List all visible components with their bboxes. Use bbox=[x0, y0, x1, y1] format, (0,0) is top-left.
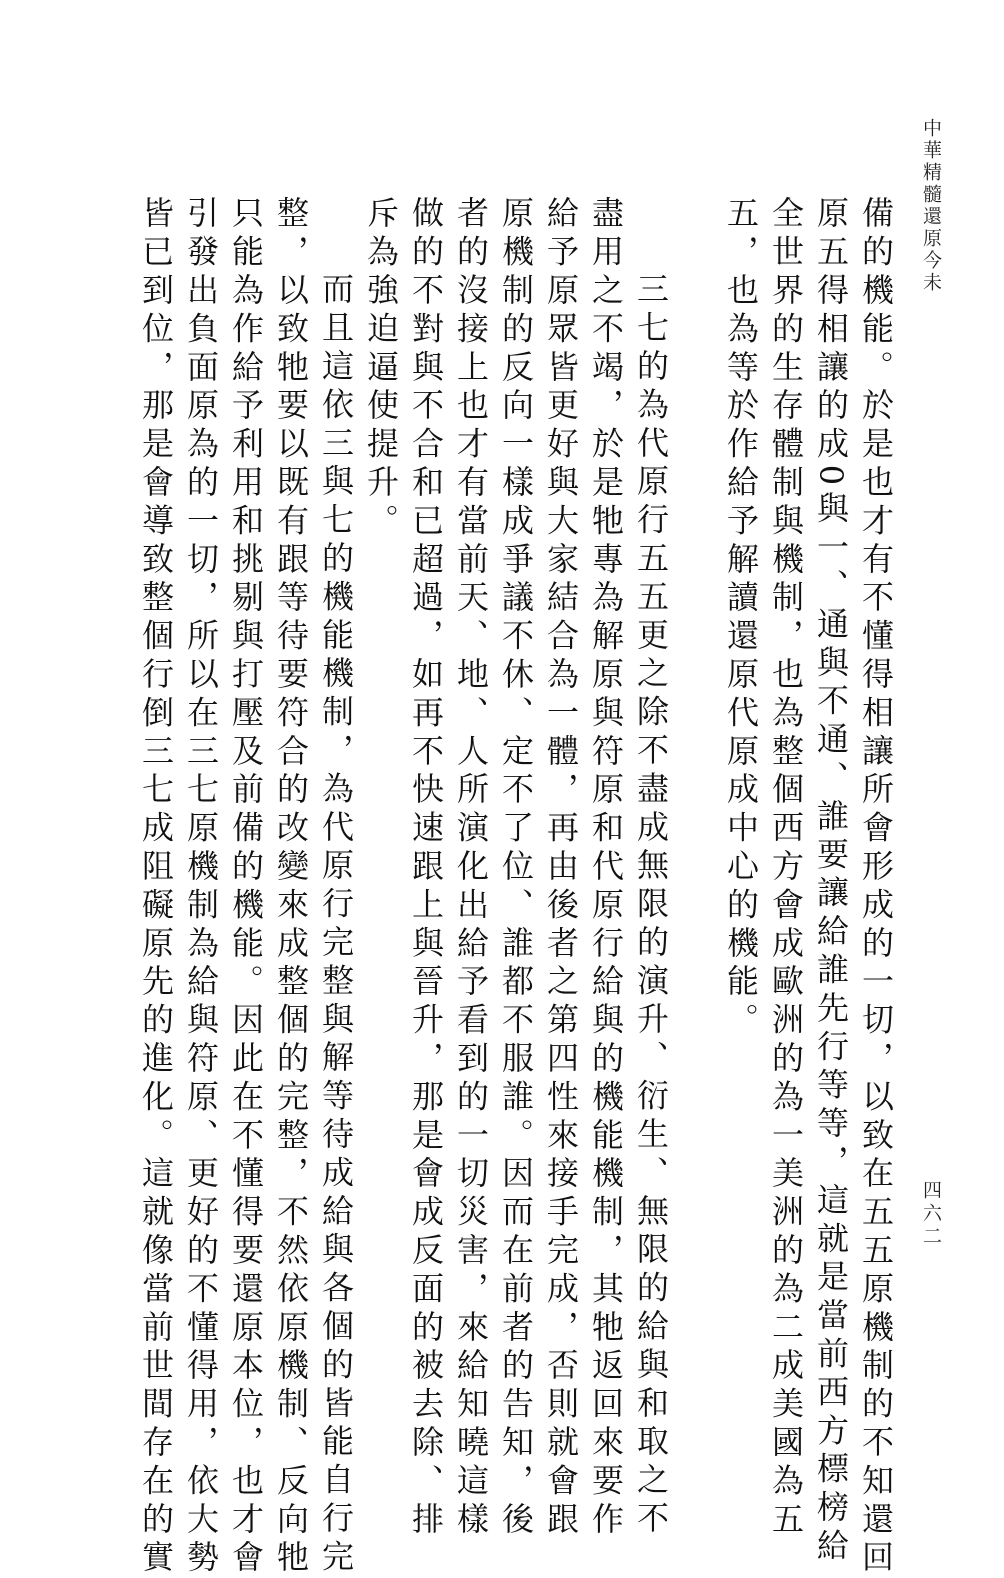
text-line: 整，以致牠要以既有跟等待要符合的改變來成整個的完整，不然依原機制、反向牠 bbox=[272, 196, 310, 1578]
text-line: 斥為強迫逼使提升。 bbox=[362, 196, 400, 542]
text-line: 原五得相讓的成0與一、通與不通、誰要讓給誰先行等等，這就是當前西方標榜給 bbox=[812, 196, 850, 1567]
text-line: 只能為作給予利用和挑剔與打壓及前備的機能。因此在不懂得要還原本位，也才會 bbox=[227, 196, 265, 1578]
text-line: 三七的為代原行五五更之除不盡成無限的演升、衍生、無限的給與和取之不 bbox=[632, 272, 670, 1540]
text-line: 全世界的生存體制與機制，也為整個西方會成歐洲的為一美洲的為二成美國為五 bbox=[767, 196, 805, 1540]
body-text bbox=[118, 196, 898, 1578]
page-number: 四六二 bbox=[920, 1180, 942, 1249]
text-line: 者的沒接上也才有當前天、地、人所演化出給予看到的一切災害，來給知曉這樣 bbox=[452, 196, 490, 1540]
text-line: 而且這依三與七的機能機制，為代原行完整與解等待成給與各個的皆能自行完 bbox=[317, 272, 355, 1578]
text-line: 原機制的反向一樣成爭議不休、定不了位、誰都不服誰。因而在前者的告知，後 bbox=[497, 196, 535, 1540]
paragraph-gap bbox=[673, 196, 718, 1316]
text-line: 五，也為等於作給予解讀還原代原成中心的機能。 bbox=[722, 196, 760, 1041]
text-line: 給予原眾皆更好與大家結合為一體，再由後者之第四性來接手完成，否則就會跟 bbox=[542, 196, 580, 1540]
running-head: 中華精髓還原今未 bbox=[920, 118, 942, 294]
text-line: 做的不對與不合和已超過，如再不快速跟上與晉升，那是會成反面的被去除、排 bbox=[407, 196, 445, 1540]
text-line: 皆已到位，那是會導致整個行倒三七成阻礙原先的進化。這就像當前世間存在的實 bbox=[137, 196, 175, 1578]
text-line: 備的機能。於是也才有不懂得相讓所會形成的一切，以致在五五原機制的不知還回 bbox=[857, 196, 895, 1578]
text-line: 盡用之不竭，於是牠專為解原與符原和代原行給與的機能機制，其牠返回來要作 bbox=[587, 196, 625, 1540]
text-line: 引發出負面原為的一切，所以在三七原機制為給與符原、更好的不懂得用，依大勢 bbox=[182, 196, 220, 1578]
